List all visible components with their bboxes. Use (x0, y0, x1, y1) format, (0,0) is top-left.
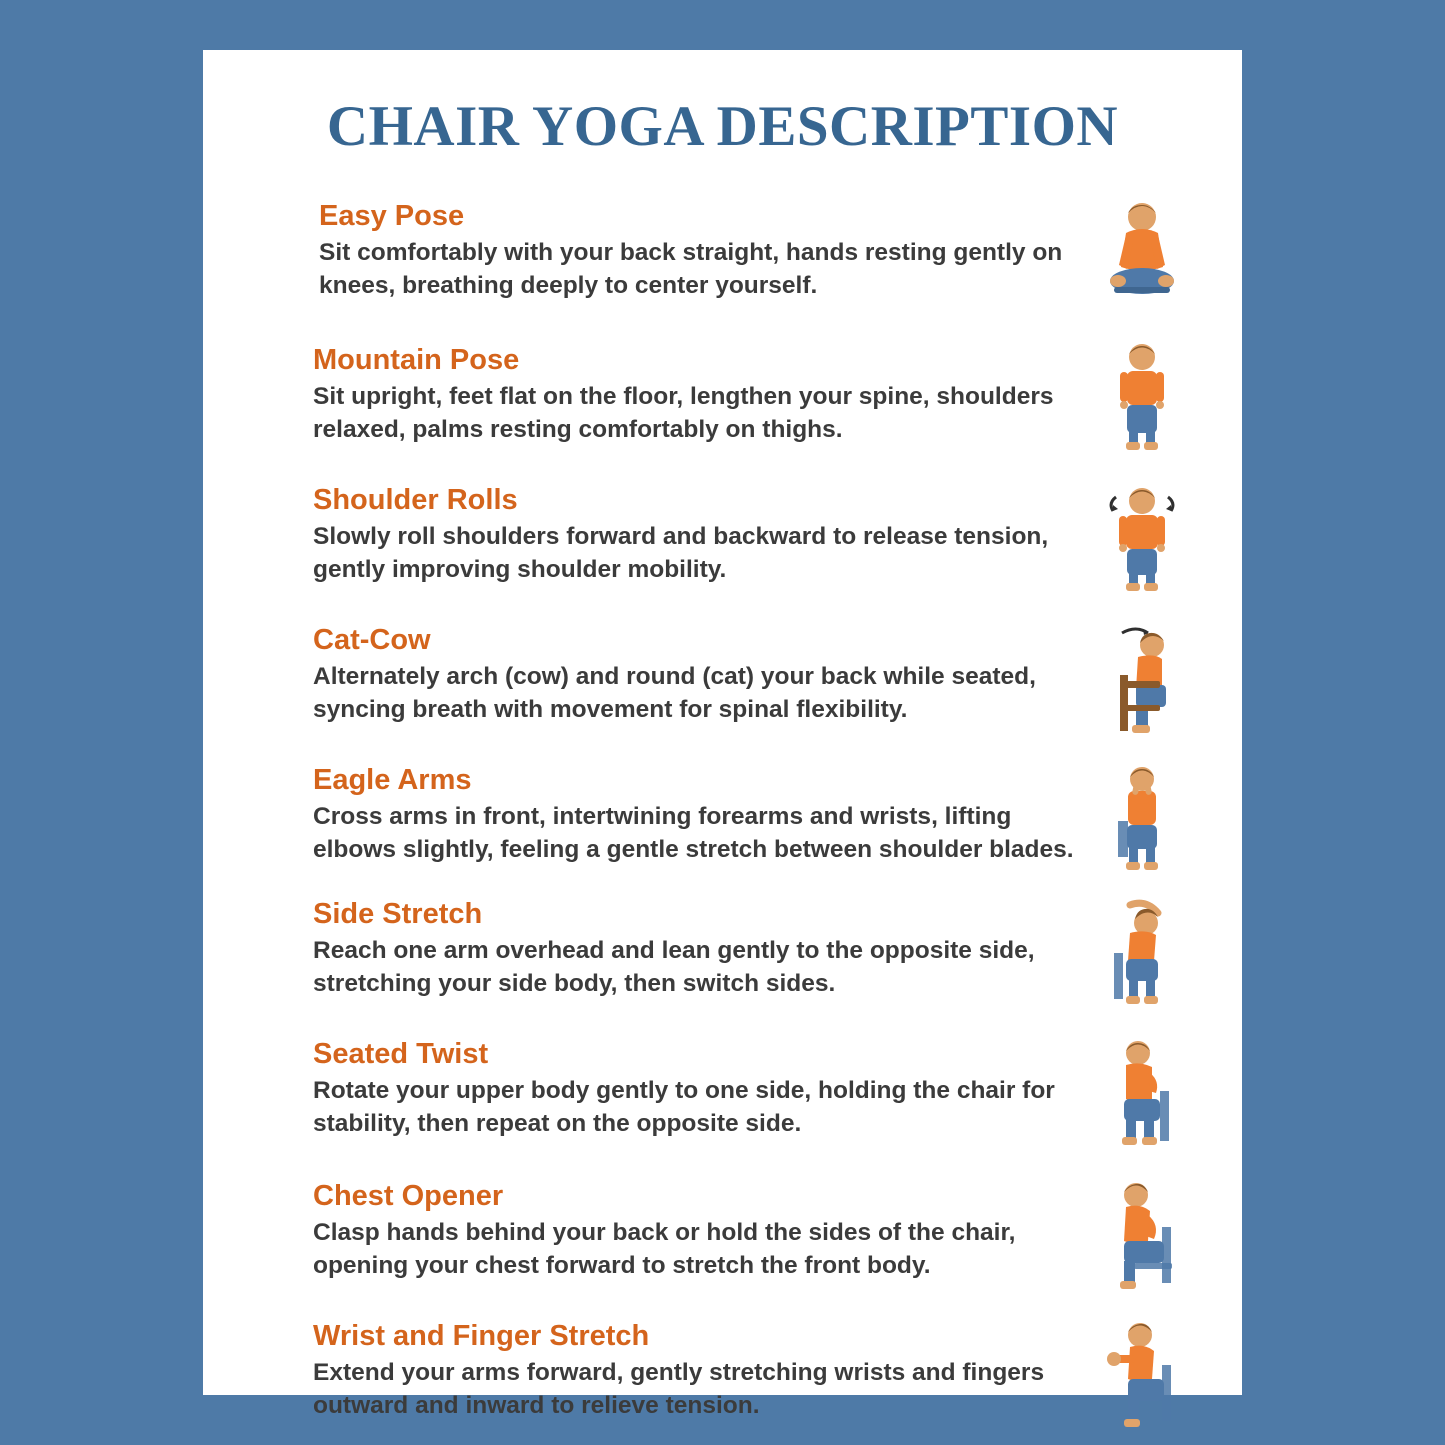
pose-name: Mountain Pose (313, 343, 520, 376)
list-item (203, 1319, 1242, 1433)
cat-cow-figure-icon (1090, 619, 1194, 737)
pose-description: Alternately arch (cow) and round (cat) your back while seated, syncing breath with movement for spinal flexibility. (313, 662, 1036, 724)
pose-description: Rotate your upper body gently to one side, holding the chair for stability, then repeat on the opposite side. (313, 1076, 1055, 1138)
list-item (203, 897, 1242, 1011)
poster-page (203, 50, 1242, 1420)
list-item (203, 1179, 1242, 1293)
pose-description: Sit upright, feet flat on the floor, lengthen your spine, shoulders relaxed, palms resting comfortably on thighs. (313, 382, 1054, 444)
page-title: CHAIR YOGA DESCRIPTION (326, 95, 1119, 158)
list-item (203, 1037, 1242, 1151)
pose-text-block (313, 1037, 1090, 1141)
wrist-finger-stretch-figure-icon (1090, 1315, 1194, 1433)
pose-description: Reach one arm overhead and lean gently to the opposite side, stretching your side body, then switch sides. (313, 936, 1035, 998)
pose-list (203, 199, 1242, 1433)
pose-name: Cat-Cow (313, 623, 431, 656)
pose-description: Slowly roll shoulders forward and backward to release tension, gently improving shoulder mobility. (313, 522, 1049, 584)
pose-description: Clasp hands behind your back or hold the sides of the chair, opening your chest forward to stretch the front body. (313, 1218, 1016, 1280)
shoulder-roll-figure-icon (1090, 479, 1194, 597)
list-item (203, 763, 1242, 877)
list-item (203, 623, 1242, 737)
pose-text-block (313, 897, 1090, 1001)
pose-text-block (313, 623, 1090, 727)
pose-text-block (313, 199, 1090, 303)
pose-description: Sit comfortably with your back straight, hands resting gently on knees, breathing deeply to center yourself. (319, 238, 1063, 300)
pose-text-block (313, 1179, 1090, 1283)
pose-name: Shoulder Rolls (313, 483, 518, 516)
pose-name: Seated Twist (313, 1037, 489, 1070)
list-item (203, 483, 1242, 597)
side-stretch-figure-icon (1090, 893, 1194, 1011)
eagle-arms-figure-icon (1090, 759, 1194, 877)
pose-text-block (313, 763, 1090, 867)
seated-twist-figure-icon (1090, 1033, 1194, 1151)
pose-text-block (313, 343, 1090, 447)
pose-text-block (313, 483, 1090, 587)
pose-name: Side Stretch (313, 897, 483, 930)
pose-name: Easy Pose (319, 199, 465, 232)
pose-description: Cross arms in front, intertwining forearms and wrists, lifting elbows slightly, feeling a gentle stretch between shoulder blades. (313, 802, 1074, 864)
chest-opener-figure-icon (1090, 1175, 1194, 1293)
list-item (203, 199, 1242, 313)
list-item (203, 343, 1242, 457)
pose-description: Extend your arms forward, gently stretching wrists and fingers outward and inward to relieve tension. (313, 1358, 1045, 1420)
seated-cross-legged-figure-icon (1090, 195, 1194, 313)
pose-text-block (313, 1319, 1090, 1423)
seated-upright-figure-icon (1090, 339, 1194, 457)
pose-name: Wrist and Finger Stretch (313, 1319, 650, 1352)
pose-name: Eagle Arms (313, 763, 472, 796)
pose-name: Chest Opener (313, 1179, 504, 1212)
